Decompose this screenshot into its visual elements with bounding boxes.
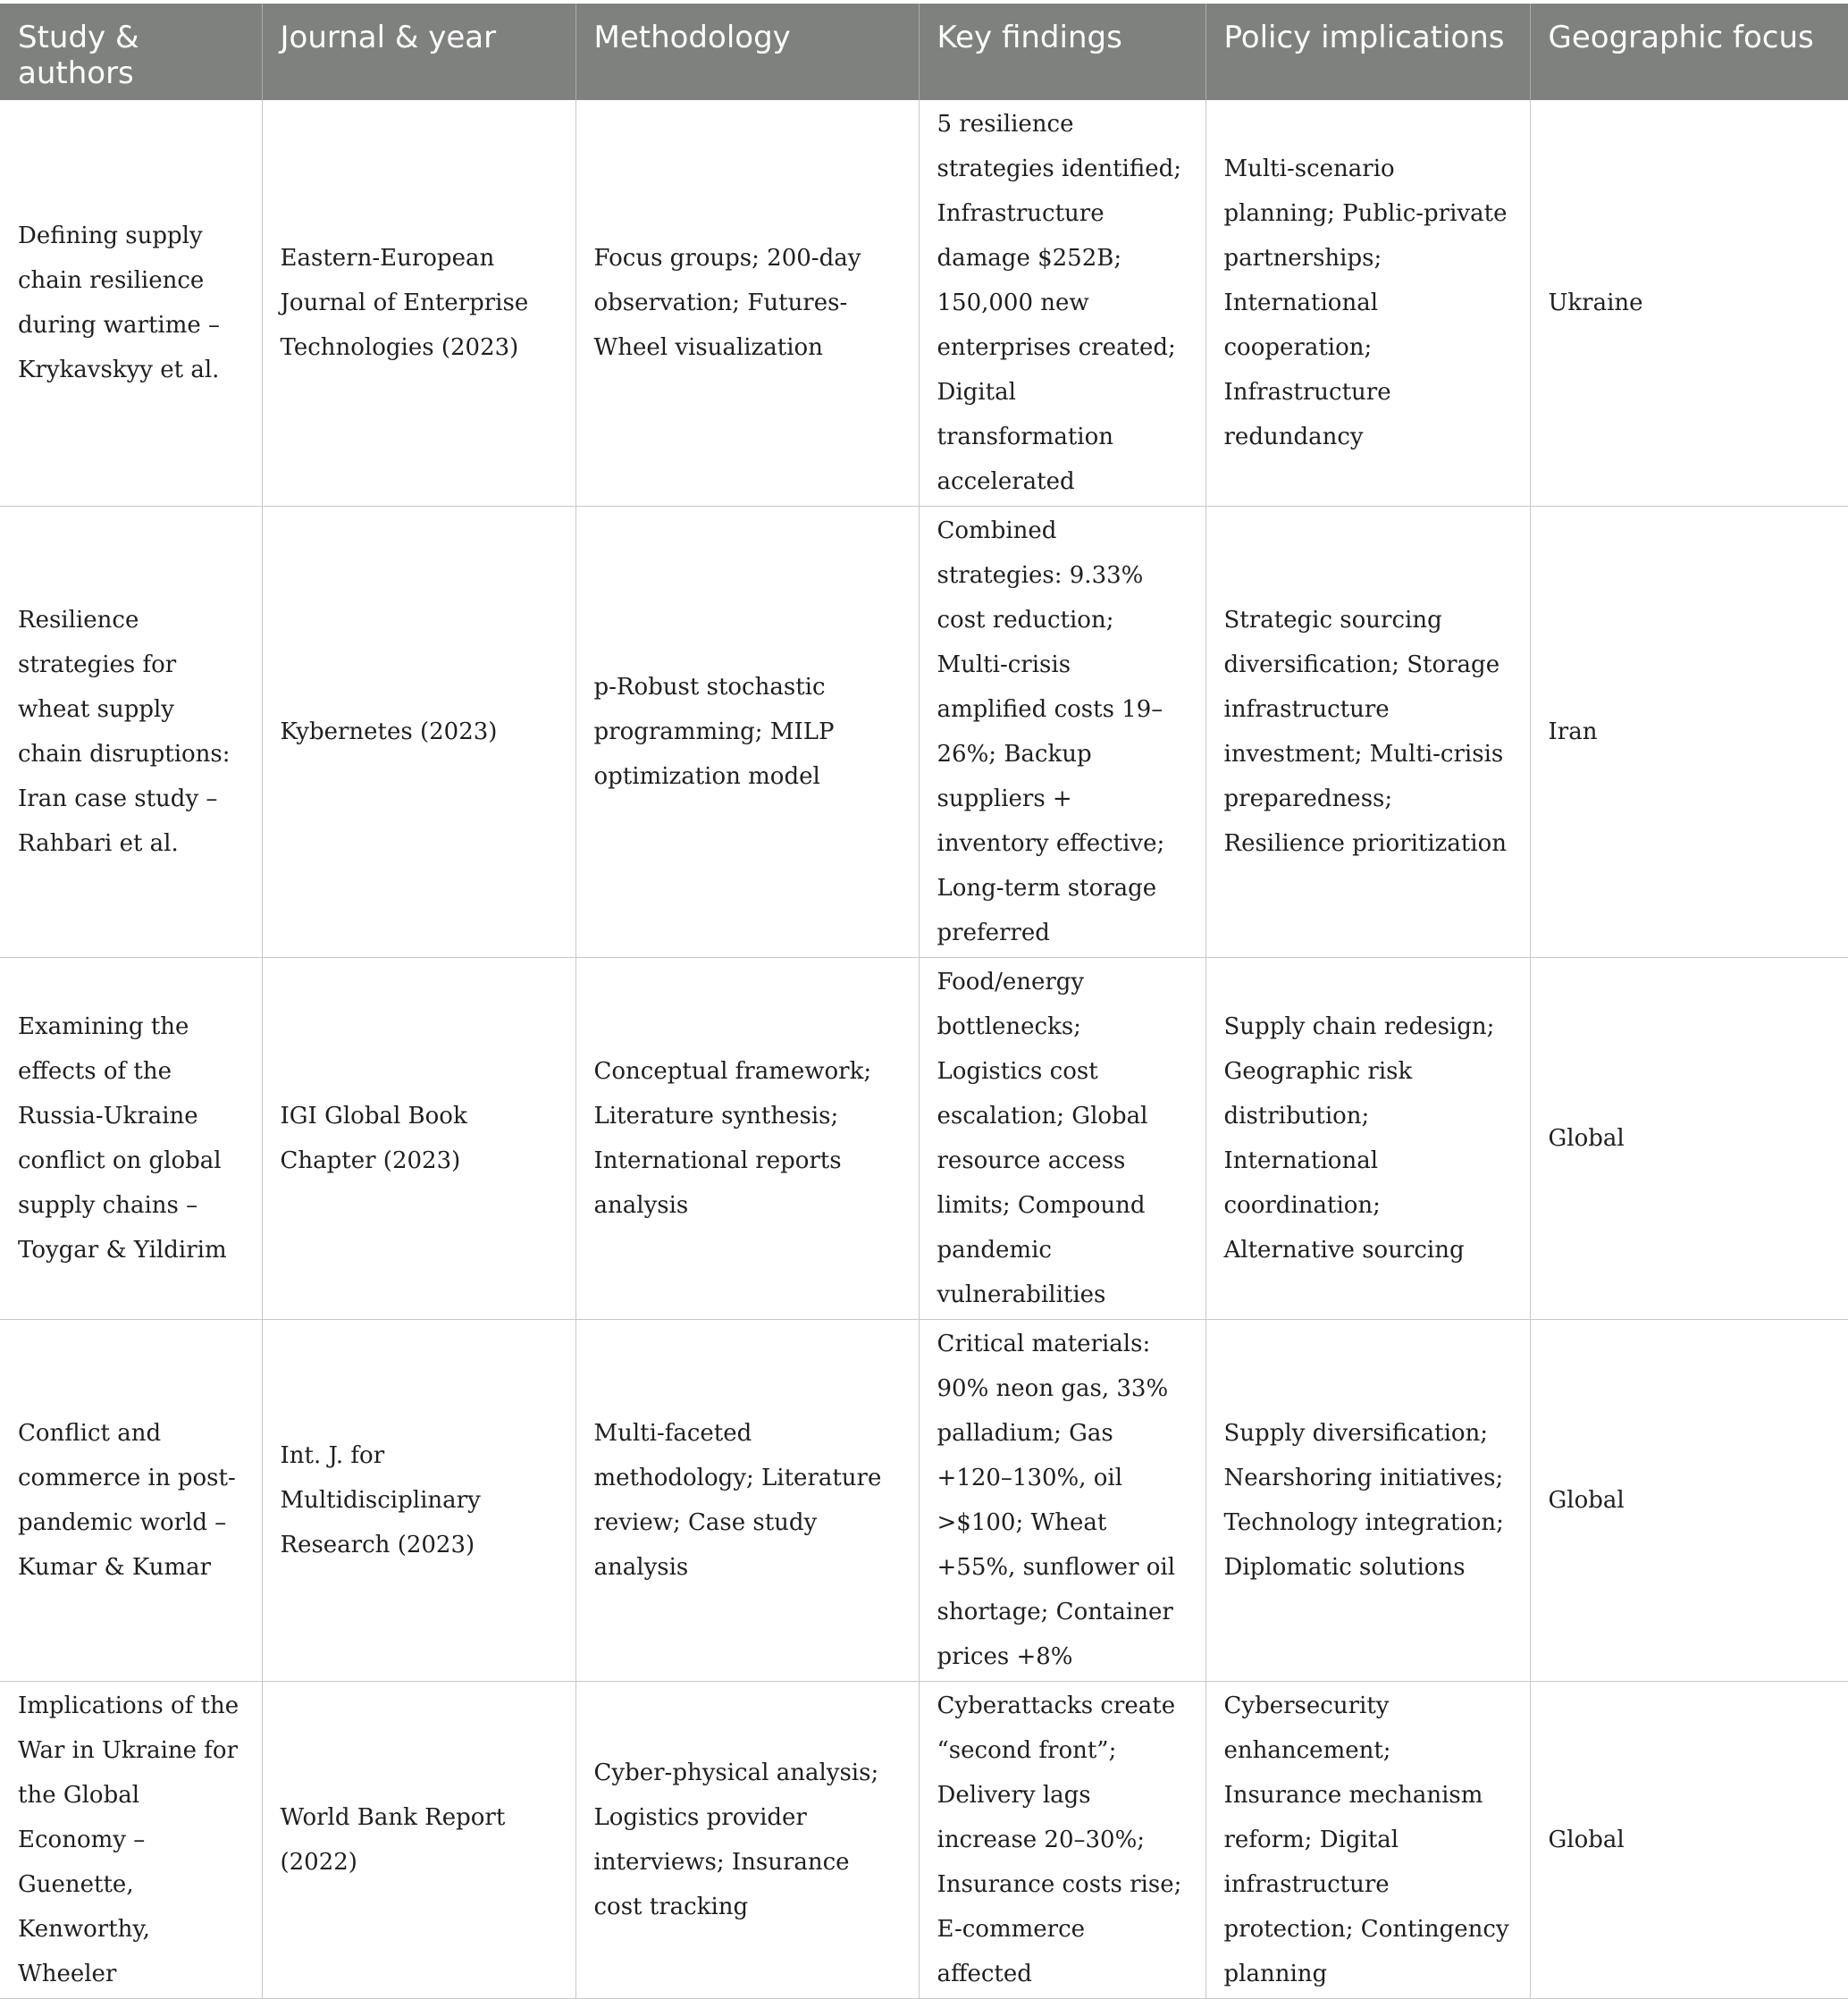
header-methodology: Methodology — [575, 4, 919, 100]
cell-geographic-focus: Global — [1530, 1320, 1848, 1682]
literature-table — [0, 4, 1848, 1999]
cell-key-findings: Combined strategies: 9.33% cost reduction; Multi-crisis amplified costs 19–26%; Backup suppliers + inventory effective; Long-term storage preferred — [919, 507, 1205, 958]
header-policy-implications: Policy implications — [1205, 4, 1530, 100]
cell-policy-implications: Multi-scenario planning; Public-private partnerships; International cooperation; Infrastructure redundancy — [1205, 100, 1530, 507]
cell-geographic-focus: Global — [1530, 1682, 1848, 1999]
table-row — [0, 1320, 1848, 1682]
cell-journal-year: IGI Global Book Chapter (2023) — [262, 958, 575, 1320]
table-row — [0, 958, 1848, 1320]
cell-geographic-focus: Iran — [1530, 507, 1848, 958]
cell-study-authors: Examining the effects of the Russia-Ukraine conflict on global supply chains – Toygar & Yildirim — [0, 958, 262, 1320]
cell-study-authors: Conflict and commerce in post-pandemic world – Kumar & Kumar — [0, 1320, 262, 1682]
cell-journal-year: Eastern-European Journal of Enterprise Technologies (2023) — [262, 100, 575, 507]
cell-policy-implications: Supply diversification; Nearshoring initiatives; Technology integration; Diplomatic solutions — [1205, 1320, 1530, 1682]
cell-key-findings: Food/energy bottlenecks; Logistics cost escalation; Global resource access limits; Compound pandemic vulnerabilities — [919, 958, 1205, 1320]
cell-methodology: Cyber-physical analysis; Logistics provider interviews; Insurance cost tracking — [575, 1682, 919, 1999]
cell-methodology: Multi-faceted methodology; Literature review; Case study analysis — [575, 1320, 919, 1682]
header-key-findings: Key findings — [919, 4, 1205, 100]
header-geographic-focus: Geographic focus — [1530, 4, 1848, 100]
cell-key-findings: 5 resilience strategies identified; Infrastructure damage $252B; 150,000 new enterprises created; Digital transformation accelerated — [919, 100, 1205, 507]
table-row — [0, 507, 1848, 958]
cell-geographic-focus: Ukraine — [1530, 100, 1848, 507]
cell-study-authors: Implications of the War in Ukraine for the Global Economy – Guenette, Kenworthy, Wheeler — [0, 1682, 262, 1999]
cell-study-authors: Resilience strategies for wheat supply chain disruptions: Iran case study – Rahbari et al. — [0, 507, 262, 958]
table-row — [0, 100, 1848, 507]
header-row — [0, 4, 1848, 100]
cell-methodology: Focus groups; 200-day observation; Futures-Wheel visualization — [575, 100, 919, 507]
cell-study-authors: Defining supply chain resilience during wartime – Krykavskyy et al. — [0, 100, 262, 507]
header-journal-year: Journal & year — [262, 4, 575, 100]
cell-key-findings: Critical materials: 90% neon gas, 33% palladium; Gas +120–130%, oil >$100; Wheat +55%, sunflower oil shortage; Container prices +8% — [919, 1320, 1205, 1682]
cell-policy-implications: Supply chain redesign; Geographic risk distribution; International coordination; Alternative sourcing — [1205, 958, 1530, 1320]
cell-policy-implications: Strategic sourcing diversification; Storage infrastructure investment; Multi-crisis preparedness; Resilience prioritization — [1205, 507, 1530, 958]
cell-policy-implications: Cybersecurity enhancement; Insurance mechanism reform; Digital infrastructure protection; Contingency planning — [1205, 1682, 1530, 1999]
table-row — [0, 1682, 1848, 1999]
cell-journal-year: World Bank Report (2022) — [262, 1682, 575, 1999]
cell-journal-year: Int. J. for Multidisciplinary Research (2023) — [262, 1320, 575, 1682]
cell-journal-year: Kybernetes (2023) — [262, 507, 575, 958]
cell-methodology: p-Robust stochastic programming; MILP optimization model — [575, 507, 919, 958]
cell-methodology: Conceptual framework; Literature synthesis; International reports analysis — [575, 958, 919, 1320]
cell-key-findings: Cyberattacks create “second front”; Delivery lags increase 20–30%; Insurance costs rise; E-commerce affected — [919, 1682, 1205, 1999]
header-study-authors: Study & authors — [0, 4, 262, 100]
cell-geographic-focus: Global — [1530, 958, 1848, 1320]
